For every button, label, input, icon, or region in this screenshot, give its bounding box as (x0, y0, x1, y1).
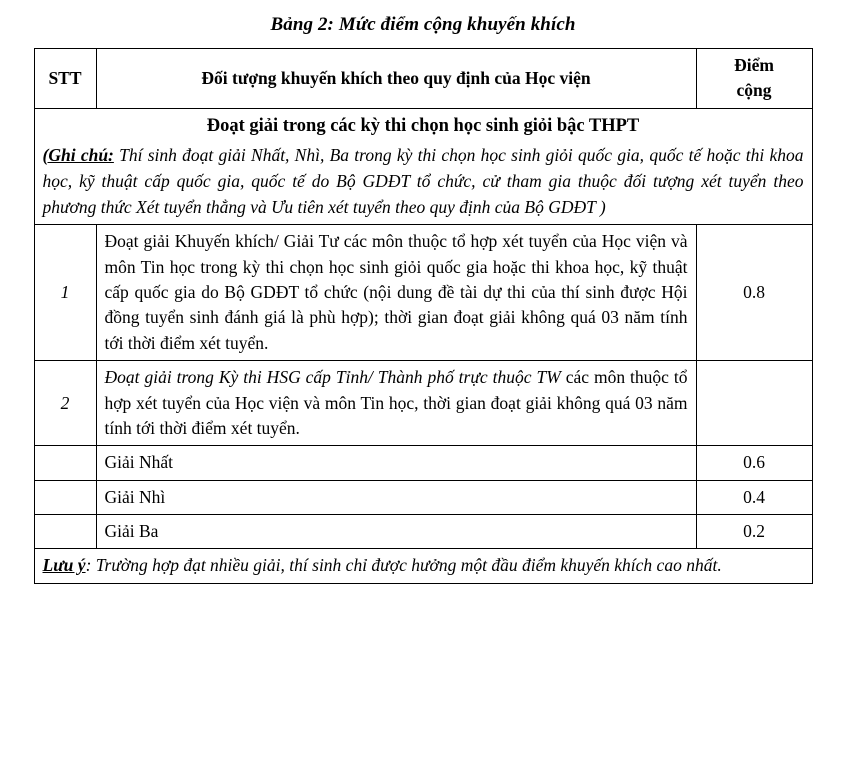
header-score-line1: Điểm (734, 55, 774, 75)
row-score: 0.6 (696, 446, 812, 480)
incentive-score-table (34, 48, 813, 584)
row-description-rest: các môn thuộc tổ hợp xét tuyển của Học viện và môn Tin học, thời gian đoạt giải không quá 03 năm tính tới thời điểm xét tuyển. (104, 367, 688, 438)
table-row (34, 515, 812, 549)
row-score (696, 361, 812, 446)
band-note-label: (Ghi chú: (42, 144, 114, 165)
table-row (34, 480, 812, 514)
footer-note-text: : Trường hợp đạt nhiều giải, thí sinh chỉ được hưởng một đầu điểm khuyến khích cao nhất. (85, 555, 722, 576)
band-cell (34, 108, 812, 225)
row-score: 0.4 (696, 480, 812, 514)
band-title: Đoạt giải trong các kỳ thi chọn học sinh giỏi bậc THPT (206, 115, 640, 136)
row-description: Giải Ba (96, 515, 696, 549)
header-score-line2: cộng (736, 80, 772, 101)
header-subject: Đối tượng khuyến khích theo quy định của Học viện (96, 49, 696, 109)
row-stt: 1 (34, 225, 96, 361)
table-row (34, 361, 812, 446)
table-header-row (34, 49, 812, 109)
header-stt: STT (34, 49, 96, 109)
row-score: 0.8 (696, 225, 812, 361)
row-stt (34, 515, 96, 549)
band-note (43, 142, 804, 221)
row-stt (34, 446, 96, 480)
table-row (34, 446, 812, 480)
table-row (34, 225, 812, 361)
row-description: Giải Nhì (96, 480, 696, 514)
footer-note-label: Lưu ý (42, 555, 86, 576)
table-caption: Bảng 2: Mức điểm cộng khuyến khích (270, 14, 576, 35)
row-description: Giải Nhất (96, 446, 696, 480)
band-note-text: Thí sinh đoạt giải Nhất, Nhì, Ba trong kỳ thi chọn học sinh giỏi quốc gia, quốc tế hoặc thi khoa học, kỹ thuật cấp quốc gia, quốc tế do Bộ GDĐT tổ chức, cử tham gia thuộc đối tượng xét tuyển theo phương thức Xét tuyển thẳng và Ưu tiên xét tuyển theo quy định của Bộ GDĐT ) (42, 144, 804, 218)
table-band-row (34, 108, 812, 225)
row-description (96, 361, 696, 446)
row-stt: 2 (34, 361, 96, 446)
table-footer-row (34, 549, 812, 583)
row-stt (34, 480, 96, 514)
row-description: Đoạt giải Khuyến khích/ Giải Tư các môn thuộc tổ hợp xét tuyển của Học viện và môn Tin học trong kỳ thi chọn học sinh giỏi quốc gia hoặc thi khoa học, kỹ thuật cấp quốc gia do Bộ GDĐT tổ chức (nội dung đề tài dự thi của thí sinh được Hội đồng tuyển sinh đánh giá là phù hợp); thời gian đoạt giải không quá 03 năm tính tới thời điểm xét tuyển. (96, 225, 696, 361)
row-description-italic: Đoạt giải trong Kỳ thi HSG cấp Tỉnh/ Thành phố trực thuộc TW (104, 367, 561, 388)
header-score (696, 49, 812, 109)
row-score: 0.2 (696, 515, 812, 549)
footer-note (34, 549, 812, 583)
